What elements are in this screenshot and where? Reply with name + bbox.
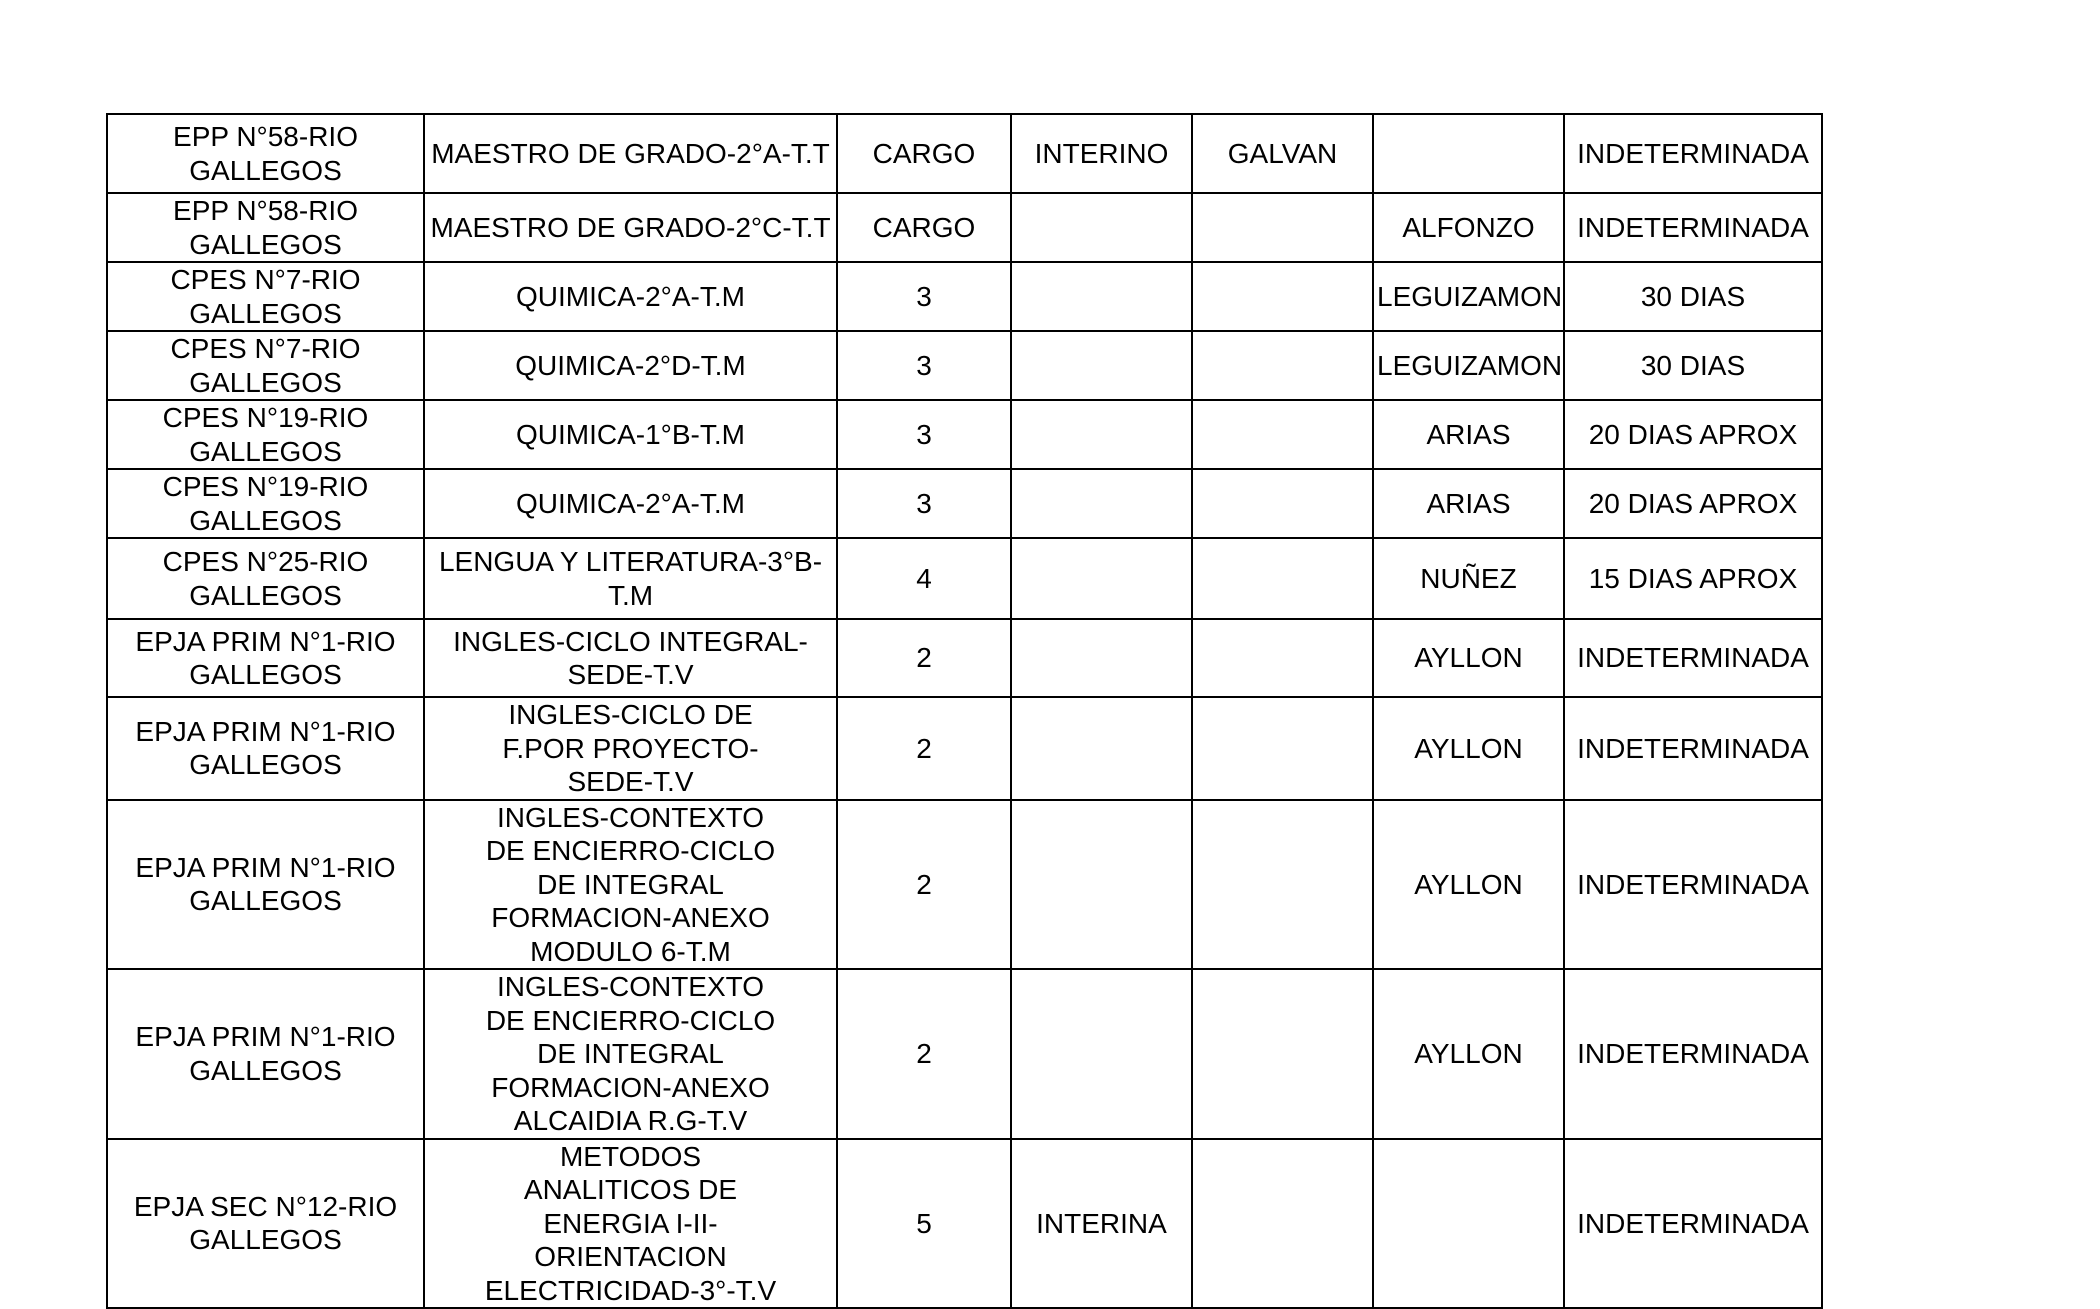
status-cell: INTERINO — [1011, 114, 1192, 193]
hours-cell: 2 — [837, 969, 1011, 1139]
replaced-cell: AYLLON — [1373, 697, 1564, 800]
duration-cell: INDETERMINADA — [1564, 114, 1822, 193]
table-row — [107, 262, 1822, 331]
school-cell: CPES N°19-RIO GALLEGOS — [107, 469, 424, 538]
subject-cell: LENGUA Y LITERATURA-3°B-T.M — [424, 538, 837, 619]
status-cell — [1011, 697, 1192, 800]
holder-cell: GALVAN — [1192, 114, 1373, 193]
table-row — [107, 331, 1822, 400]
replaced-cell — [1373, 1139, 1564, 1309]
status-cell — [1011, 619, 1192, 697]
hours-cell: 3 — [837, 469, 1011, 538]
duration-cell: 30 DIAS — [1564, 331, 1822, 400]
school-cell: EPP N°58-RIO GALLEGOS — [107, 114, 424, 193]
hours-cell: 2 — [837, 800, 1011, 970]
replaced-cell: LEGUIZAMON — [1373, 262, 1564, 331]
subject-cell: METODOS ANALITICOS DE ENERGIA I-II-ORIENTACION ELECTRICIDAD-3°-T.V — [424, 1139, 837, 1309]
school-cell: CPES N°25-RIO GALLEGOS — [107, 538, 424, 619]
table-row — [107, 969, 1822, 1139]
status-cell — [1011, 400, 1192, 469]
subject-cell: MAESTRO DE GRADO-2°C-T.T — [424, 193, 837, 262]
replaced-cell — [1373, 114, 1564, 193]
table-row — [107, 114, 1822, 193]
hours-cell: 2 — [837, 697, 1011, 800]
school-cell: EPJA PRIM N°1-RIO GALLEGOS — [107, 697, 424, 800]
replaced-cell: ARIAS — [1373, 469, 1564, 538]
school-cell: EPJA PRIM N°1-RIO GALLEGOS — [107, 969, 424, 1139]
status-cell — [1011, 538, 1192, 619]
school-cell: EPP N°58-RIO GALLEGOS — [107, 193, 424, 262]
hours-cell: 3 — [837, 331, 1011, 400]
hours-cell: 4 — [837, 538, 1011, 619]
table-row — [107, 469, 1822, 538]
replaced-cell: AYLLON — [1373, 800, 1564, 970]
hours-cell: 3 — [837, 262, 1011, 331]
holder-cell — [1192, 469, 1373, 538]
status-cell: INTERINA — [1011, 1139, 1192, 1309]
duration-cell: 15 DIAS APROX — [1564, 538, 1822, 619]
table-row — [107, 400, 1822, 469]
holder-cell — [1192, 1139, 1373, 1309]
duration-cell: INDETERMINADA — [1564, 800, 1822, 970]
replaced-cell: AYLLON — [1373, 969, 1564, 1139]
holder-cell — [1192, 193, 1373, 262]
subject-cell: QUIMICA-2°A-T.M — [424, 262, 837, 331]
replaced-cell: AYLLON — [1373, 619, 1564, 697]
duration-cell: INDETERMINADA — [1564, 619, 1822, 697]
subject-cell: QUIMICA-1°B-T.M — [424, 400, 837, 469]
status-cell — [1011, 969, 1192, 1139]
school-cell: EPJA SEC N°12-RIO GALLEGOS — [107, 1139, 424, 1309]
subject-cell: INGLES-CICLO DE F.POR PROYECTO-SEDE-T.V — [424, 697, 837, 800]
subject-cell: INGLES-CONTEXTO DE ENCIERRO-CICLO DE INTEGRAL FORMACION-ANEXO ALCAIDIA R.G-T.V — [424, 969, 837, 1139]
holder-cell — [1192, 800, 1373, 970]
replaced-cell: LEGUIZAMON — [1373, 331, 1564, 400]
school-cell: EPJA PRIM N°1-RIO GALLEGOS — [107, 619, 424, 697]
subject-cell: INGLES-CONTEXTO DE ENCIERRO-CICLO DE INTEGRAL FORMACION-ANEXO MODULO 6-T.M — [424, 800, 837, 970]
hours-cell: 2 — [837, 619, 1011, 697]
hours-cell: CARGO — [837, 114, 1011, 193]
duration-cell: INDETERMINADA — [1564, 697, 1822, 800]
subject-cell: MAESTRO DE GRADO-2°A-T.T — [424, 114, 837, 193]
holder-cell — [1192, 969, 1373, 1139]
holder-cell — [1192, 619, 1373, 697]
replaced-cell: ARIAS — [1373, 400, 1564, 469]
subject-cell: QUIMICA-2°A-T.M — [424, 469, 837, 538]
holder-cell — [1192, 262, 1373, 331]
duration-cell: INDETERMINADA — [1564, 1139, 1822, 1309]
duration-cell: 20 DIAS APROX — [1564, 469, 1822, 538]
holder-cell — [1192, 331, 1373, 400]
duration-cell: INDETERMINADA — [1564, 969, 1822, 1139]
status-cell — [1011, 193, 1192, 262]
table-row — [107, 538, 1822, 619]
vacancies-table — [106, 113, 1823, 1309]
status-cell — [1011, 262, 1192, 331]
spreadsheet-page — [106, 113, 1823, 1309]
duration-cell: INDETERMINADA — [1564, 193, 1822, 262]
table-row — [107, 193, 1822, 262]
table-row — [107, 800, 1822, 970]
holder-cell — [1192, 538, 1373, 619]
subject-cell: INGLES-CICLO INTEGRAL-SEDE-T.V — [424, 619, 837, 697]
duration-cell: 20 DIAS APROX — [1564, 400, 1822, 469]
holder-cell — [1192, 400, 1373, 469]
table-row — [107, 697, 1822, 800]
status-cell — [1011, 800, 1192, 970]
replaced-cell: NUÑEZ — [1373, 538, 1564, 619]
holder-cell — [1192, 697, 1373, 800]
hours-cell: 5 — [837, 1139, 1011, 1309]
school-cell: CPES N°7-RIO GALLEGOS — [107, 262, 424, 331]
subject-cell: QUIMICA-2°D-T.M — [424, 331, 837, 400]
table-row — [107, 619, 1822, 697]
replaced-cell: ALFONZO — [1373, 193, 1564, 262]
school-cell: CPES N°7-RIO GALLEGOS — [107, 331, 424, 400]
status-cell — [1011, 469, 1192, 538]
duration-cell: 30 DIAS — [1564, 262, 1822, 331]
hours-cell: 3 — [837, 400, 1011, 469]
status-cell — [1011, 331, 1192, 400]
hours-cell: CARGO — [837, 193, 1011, 262]
school-cell: EPJA PRIM N°1-RIO GALLEGOS — [107, 800, 424, 970]
table-row — [107, 1139, 1822, 1309]
school-cell: CPES N°19-RIO GALLEGOS — [107, 400, 424, 469]
